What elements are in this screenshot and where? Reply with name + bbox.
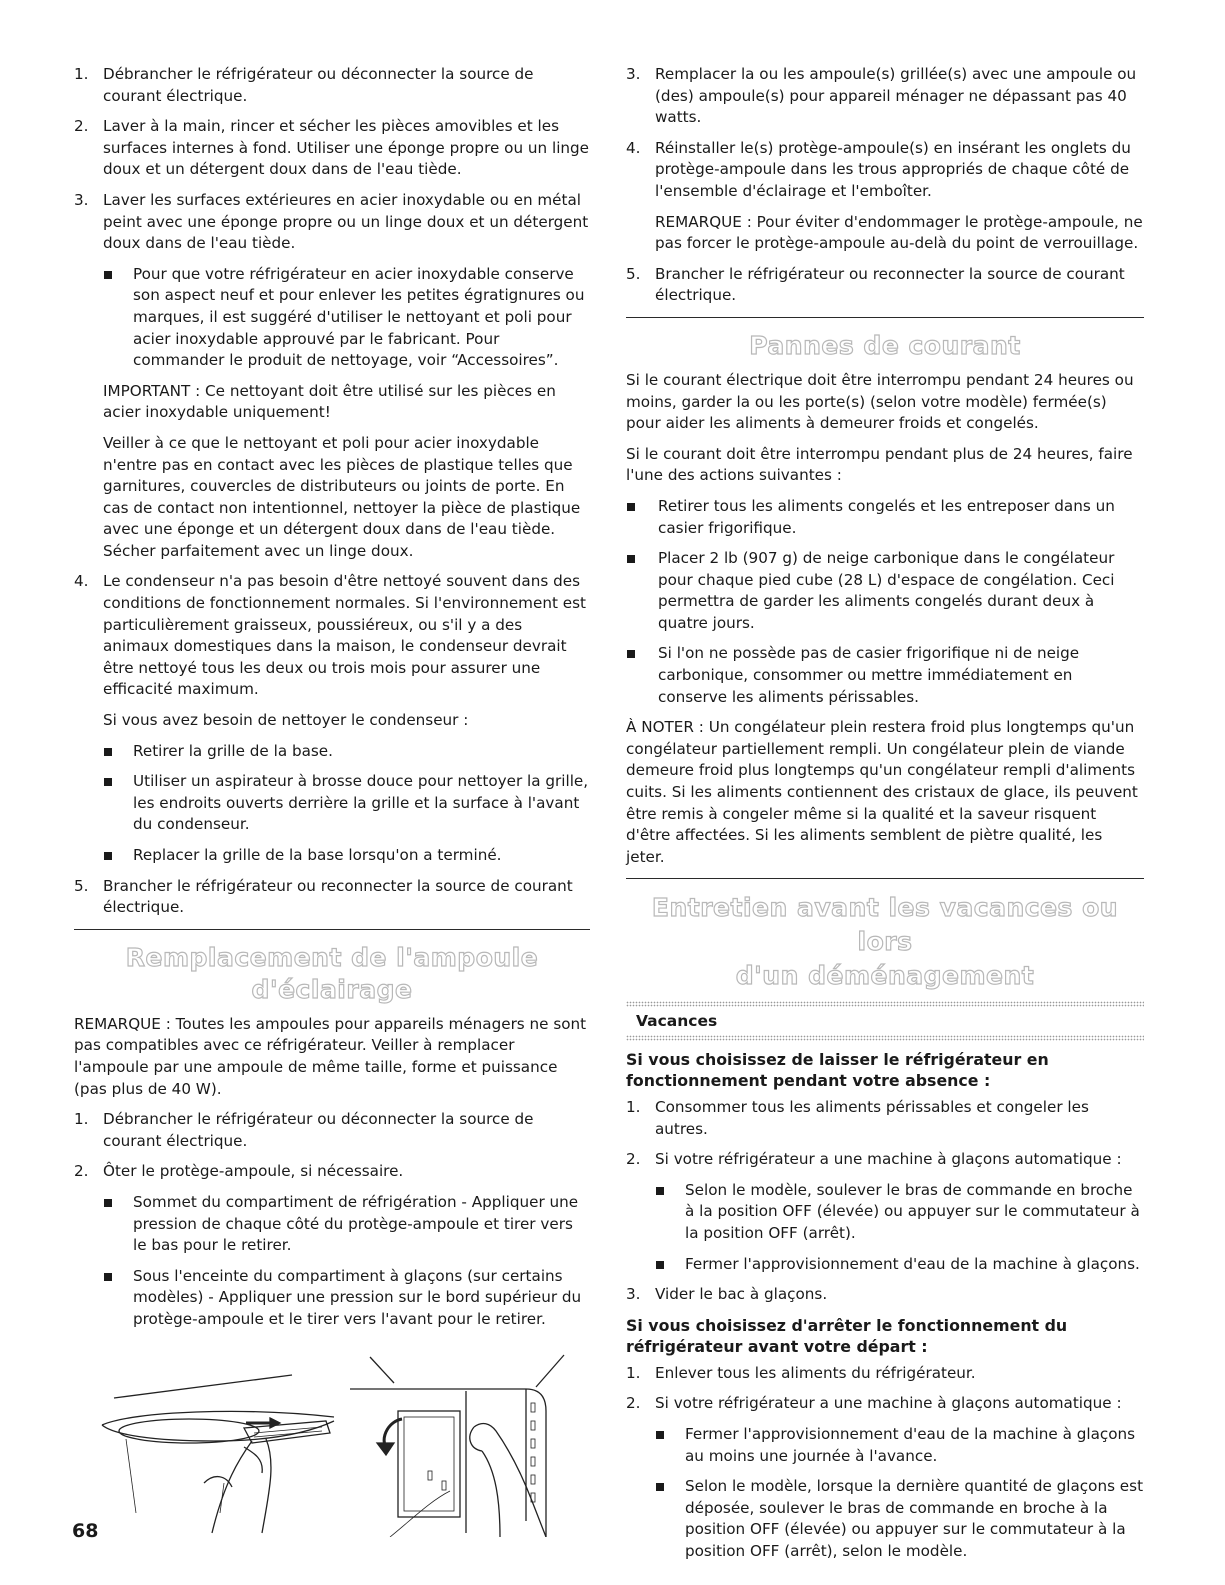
- list-item: 5. Brancher le réfrigérateur ou reconnecter la source de courant électrique.: [74, 876, 573, 917]
- step4-details: Si vous avez besoin de nettoyer le condenseur : Retirer la grille de la base. Utiliser un aspirateur à brosse douce pour nettoyer la grille, les endroits ouverts derrière la grille et la surface à l'avant du condenseur. Replacer la grille de la base lorsqu'on a terminé.: [74, 710, 590, 867]
- divider: [626, 317, 1144, 318]
- veiller-paragraph: Veiller à ce que le nettoyant et poli pour acier inoxydable n'entre pas en contact avec les pièces de plastique telles que garnitures, couvercles de distributeurs ou joints de porte. En cas de contact non intentionnel, nettoyer la pièce de plastique avec une éponge et un détergent doux dans de l'eau tiède. Sécher parfaitement avec un linge doux.: [103, 433, 581, 560]
- right-column: 3. Remplacer la ou les ampoule(s) grillée(s) avec une ampoule ou (des) ampoule(s) pour appareil ménager ne dépassant pas 40 watts. 4. Réinstaller le(s) protège-ampoule(s) en insérant les onglets du protège-ampoule dans les trous appropriés de chaque côté de l'ensemble d'éclairage et l'emboîter. REMARQUE : Pour éviter d'endommager le protège-ampoule, ne pas forcer le protège-ampoule au-delà du point de verrouillage. 5. Brancher le réfrigérateur ou reconnecter la source de courant électrique. Pannes de courant Si le courant électrique doit être interrompu pendant 24 heures ou moins, garder la ou les porte(s) (selon votre modèle) fermée(s) pour aider les aliments à demeurer froids et congelés. Si le courant doit être interrompu pendant plus de 24 heures, faire l'une des actions suivantes : Retirer tous les aliments congelés et les entreposer dans un casier frigorifique. Placer 2 lb (907 g) de neige carbonique dans le congélateur pour chaque pied cube (28 L) d'espace de congélation. Ceci permettra de garder les aliments congelés durant deux à quatre jours. Si l'on ne possède pas de casier frigorifique ni de neige carbonique, consommer ou mettre immédiatement en conserve les aliments périssables. À NOTER : Un congélateur plein restera froid plus longtemps qu'un congélateur partiellement rempli. Un congélateur plein de viande demeure froid plus longtemps qu'un congélateur rempli d'aliments cuits. Si les aliments contiennent des cristaux de glace, ils peuvent être remis à congeler même si la qualité et la saveur risquent d'être affectées. Si les aliments semblent de piètre qualité, les jeter. Entretien avant les vacances ou lors d'un déménagement Vacances Si vous choisissez de laisser le réfrigérateur en fonctionnement pendant votre absence : 1. Consommer tous les aliments périssables et congeler les autres. 2. Si votre réfrigérateur a une machine à glaçons automatique : Selon le modèle, soulever le bras de commande en broche à la position OFF (élevée) ou appuyer sur le commutateur à la position OFF (arrêt). Fermer l'approvisionnement d'eau de la machine à glaçons. 3. Vider le bac à glaçons. Si vous choisissez d'arrêter le fonctionnement du réfrigérateur avant votre départ : 1. Enlever tous les aliments du réfrigérateur. 2. Si votre réfrigérateur a une machine à glaçons automatique : Fermer l'approvisionnement d'eau de la machine à glaçons au moins une journée à l'avance. Selon le modèle, lorsque la dernière quantité de glaçons est déposée, soulever le bras de commande en broche à la position OFF (élevée) ou appuyer sur le commutateur à la position OFF (arrêt), selon le modèle.: [626, 64, 1144, 1572]
- keep-running-heading: Si vous choisissez de laisser le réfrigérateur en fonctionnement pendant votre absence :: [626, 1050, 1049, 1090]
- section-title-bulb: Remplacement de l'ampoule d'éclairage: [125, 942, 539, 1004]
- dotted-band: [626, 1035, 1144, 1041]
- list-item: Replacer la grille de la base lorsqu'on a terminé.: [103, 845, 590, 867]
- list-item: 3. Laver les surfaces extérieures en acier inoxydable ou en métal peint avec une éponge propre ou un linge doux et un détergent doux dans de l'eau tiède.: [74, 190, 589, 253]
- light-shield-illustration: [94, 1363, 344, 1539]
- page-number: 68: [72, 1520, 99, 1542]
- step3-details: [74, 264, 590, 563]
- section-title-power: Pannes de courant: [749, 330, 1021, 360]
- list-item: Placer 2 lb (907 g) de neige carbonique dans le congélateur pour chaque pied cube (28 L) d'espace de congélation. Ceci permettra de garder les aliments congelés durant deux à quatre jours.: [626, 548, 1144, 634]
- list-item: Sous l'enceinte du compartiment à glaçons (sur certains modèles) - Appliquer une pression sur le bord supérieur du protège-ampoule et le tirer vers l'avant pour le retirer.: [103, 1266, 590, 1331]
- list-item: Utiliser un aspirateur à brosse douce pour nettoyer la grille, les endroits ouverts derrière la grille et la surface à l'avant du condenseur.: [103, 771, 590, 836]
- important-note: IMPORTANT : Ce nettoyant doit être utilisé sur les pièces en acier inoxydable uniquement!: [103, 381, 556, 422]
- list-item: 2. Ôter le protège-ampoule, si nécessaire.: [74, 1162, 404, 1181]
- list-item: Selon le modèle, soulever le bras de commande en broche à la position OFF (élevée) ou appuyer sur le commutateur à la position OFF (arrêt).: [655, 1180, 1144, 1245]
- list-item: 3. Vider le bac à glaçons.: [626, 1285, 828, 1304]
- list-item: 1. Débrancher le réfrigérateur ou déconnecter la source de courant électrique.: [74, 65, 534, 105]
- a-noter-note: À NOTER : Un congélateur plein restera froid plus longtemps qu'un congélateur partiellement rempli. Un congélateur plein de viande demeure froid plus longtemps qu'un congélateur rempli d'aliments cuits. Si les aliments contiennent des cristaux de glace, ils peuvent être remis à congeler même si la qualité et la saveur risquent d'être affectées. Si les aliments semblent de piètre qualité, les jeter.: [626, 718, 1138, 866]
- list-item: 4. Le condenseur n'a pas besoin d'être nettoyé souvent dans des conditions de fonctionnement normales. Si l'environnement est particulièrement graisseux, poussiéreux, ou s'il y a des animaux domestiques dans la maison, le condenseur devrait être nettoyé tous les deux ou trois mois pour assurer une efficacité maximum.: [74, 572, 586, 699]
- list-item: Retirer la grille de la base.: [103, 741, 590, 763]
- list-item: Pour que votre réfrigérateur en acier inoxydable conserve son aspect neuf et pour enlever les petites égratignures ou marques, il est suggéré d'utiliser le nettoyant et poli pour acier inoxydable approuvé par le fabricant. Pour commander le produit de nettoyage, voir “Accessoires”.: [103, 264, 590, 372]
- list-item: Sommet du compartiment de réfrigération - Appliquer une pression de chaque côté du protège-ampoule et tirer vers le bas pour le retirer.: [103, 1192, 590, 1257]
- list-item: 1. Débrancher le réfrigérateur ou déconnecter la source de courant électrique.: [74, 1110, 534, 1150]
- left-column: [74, 64, 590, 1537]
- list-item: Retirer tous les aliments congelés et les entreposer dans un casier frigorifique.: [626, 496, 1144, 539]
- list-item: 5. Brancher le réfrigérateur ou reconnecter la source de courant électrique.: [626, 264, 1125, 305]
- list-item: Fermer l'approvisionnement d'eau de la machine à glaçons.: [655, 1254, 1144, 1276]
- remarque-note: REMARQUE : Pour éviter d'endommager le protège-ampoule, ne pas forcer le protège-ampoule au-delà du point de verrouillage.: [655, 212, 1143, 253]
- divider: [74, 929, 590, 930]
- list-item: Fermer l'approvisionnement d'eau de la machine à glaçons au moins une journée à l'avance.: [655, 1424, 1144, 1467]
- ice-compartment-illustration: [350, 1351, 570, 1537]
- list-item: 3. Remplacer la ou les ampoule(s) grillée(s) avec une ampoule ou (des) ampoule(s) pour appareil ménager ne dépassant pas 40 watts.: [626, 65, 1137, 127]
- cleaning-steps: [74, 64, 590, 255]
- section-title-vacation: Entretien avant les vacances ou lors d'un déménagement: [651, 893, 1119, 991]
- stop-running-heading: Si vous choisissez d'arrêter le fonctionnement du réfrigérateur avant votre départ :: [626, 1315, 1068, 1356]
- list-item: Si l'on ne possède pas de casier frigorifique ni de neige carbonique, consommer ou mettre immédiatement en conserve les aliments périssables.: [626, 643, 1144, 708]
- list-item: 1. Enlever tous les aliments du réfrigérateur.: [626, 1363, 976, 1382]
- subheading-vacances: Vacances: [636, 1012, 718, 1031]
- list-item: 4. Réinstaller le(s) protège-ampoule(s) en insérant les onglets du protège-ampoule dans les trous appropriés de chaque côté de l'ensemble d'éclairage et l'emboîter.: [626, 138, 1131, 200]
- list-item: 2. Laver à la main, rincer et sécher les pièces amovibles et les surfaces internes à fond. Utiliser une éponge propre ou un linge doux et un détergent doux dans de l'eau tiède.: [74, 117, 590, 179]
- list-item: 1. Consommer tous les aliments périssables et congeler les autres.: [626, 1098, 1089, 1138]
- list-item: 2. Si votre réfrigérateur a une machine à glaçons automatique :: [626, 1150, 1122, 1169]
- list-item: 2. Si votre réfrigérateur a une machine à glaçons automatique :: [626, 1394, 1122, 1413]
- divider: [626, 878, 1144, 879]
- list-item: Selon le modèle, lorsque la dernière quantité de glaçons est déposée, soulever le bras de commande en broche à la position OFF (élevée) ou appuyer sur le commutateur à la position OFF (arrêt), selon le modèle.: [655, 1476, 1144, 1562]
- remarque-note: REMARQUE : Toutes les ampoules pour appareils ménagers ne sont pas compatibles avec ce réfrigérateur. Veiller à remplacer l'ampoule par une ampoule de même taille, forme et puissance (pas plus de 40 W).: [74, 1014, 587, 1098]
- illustrations: [74, 1351, 590, 1537]
